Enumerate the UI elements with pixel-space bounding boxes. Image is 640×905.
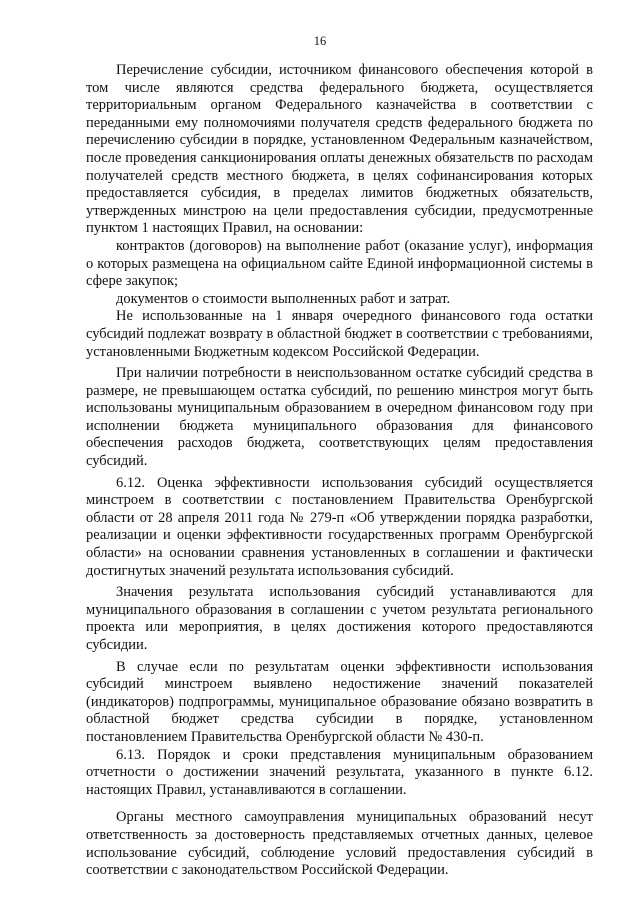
paragraph-cost-documents: документов о стоимости выполненных работ и затрат. (116, 290, 451, 307)
paragraph-6-12-efficiency: 6.12. Оценка эффективности использования субсидий осуществляется минстроем в соответствии с постановлением Правительства Оренбургской области от 28 апреля 2011 года № 279-п «Об утверждении порядка разработки, реализации и оценки эффективности государственных программ Оренбургской области» на основании сравнения установленных в соглашении и фактически достигнутых значений результата использования субсидий. (86, 474, 593, 579)
paragraph-resolution-430p: постановлением Правительства Оренбургской области № 430-п. (86, 728, 484, 745)
paragraph-6-13-reporting: 6.13. Порядок и сроки представления муниципальным образованием отчетности о достижении значений результата, указанного в пункте 6.12. настоящих Правил, устанавливаются в соглашении. (86, 746, 593, 798)
paragraph-responsibility: Органы местного самоуправления муниципальных образований несут ответственность за достоверность представляемых отчетных данных, целевое использование субсидий, соблюдение условий предоставления субсидий в соответствии с законодательством Российской Федерации. (86, 809, 593, 879)
page-number: 16 (313, 34, 327, 48)
paragraph-contracts: контрактов (договоров) на выполнение работ (оказание услуг), информация о которых размещена на официальном сайте Единой информационной системы в сфере закупок; (86, 237, 593, 290)
paragraph-result-values: Значения результата использования субсидий устанавливаются для муниципального образования в соглашении с учетом результата регионального проекта или мероприятия, в целях достижения которого предоставляются субсидии. (86, 584, 593, 653)
document-body (86, 62, 593, 880)
paragraph-unused-balances: Не использованные на 1 января очередного финансового года остатки субсидий подлежат возврату в областной бюджет в соответствии с требованиями, установленными Бюджетным кодексом Российской Федерации. (86, 308, 593, 360)
paragraph-non-achievement: В случае если по результатам оценки эффективности использования субсидий минстроем выявлено недостижение значений показателей (индикаторов) подпрограммы, муниципальное образование обязано возвратить в областной бюджет средства субсидии в порядке, установленном (86, 658, 593, 728)
paragraph-balance-usage: При наличии потребности в неиспользованном остатке субсидий средства в размере, не превышающем остатка субсидий, по решению минстроя могут быть использованы муниципальным образованием в очередном финансовом году при исполнении бюджета муниципального образования для финансового обеспечения расходов бюджета, соответствующих целям предоставления субсидий. (86, 365, 593, 470)
paragraph-subsidy-transfer: Перечисление субсидии, источником финансового обеспечения которой в том числе являются средства федерального бюджета, осуществляется территориальным органом Федерального казначейства в соответствии с переданными ему полномочиями получателя средств федерального бюджета по перечислению субсидии в порядке, установленном Федеральным казначейством, после проведения санкционирования оплаты денежных обязательств по расходам получателей средств местного бюджета, в целях софинансирования которых предоставляется субсидия, в пределах лимитов бюджетных обязательств, утвержденных минстрою на цели предоставления субсидии, предусмотренные пунктом 1 настоящих Правил, на основании: (86, 62, 593, 237)
